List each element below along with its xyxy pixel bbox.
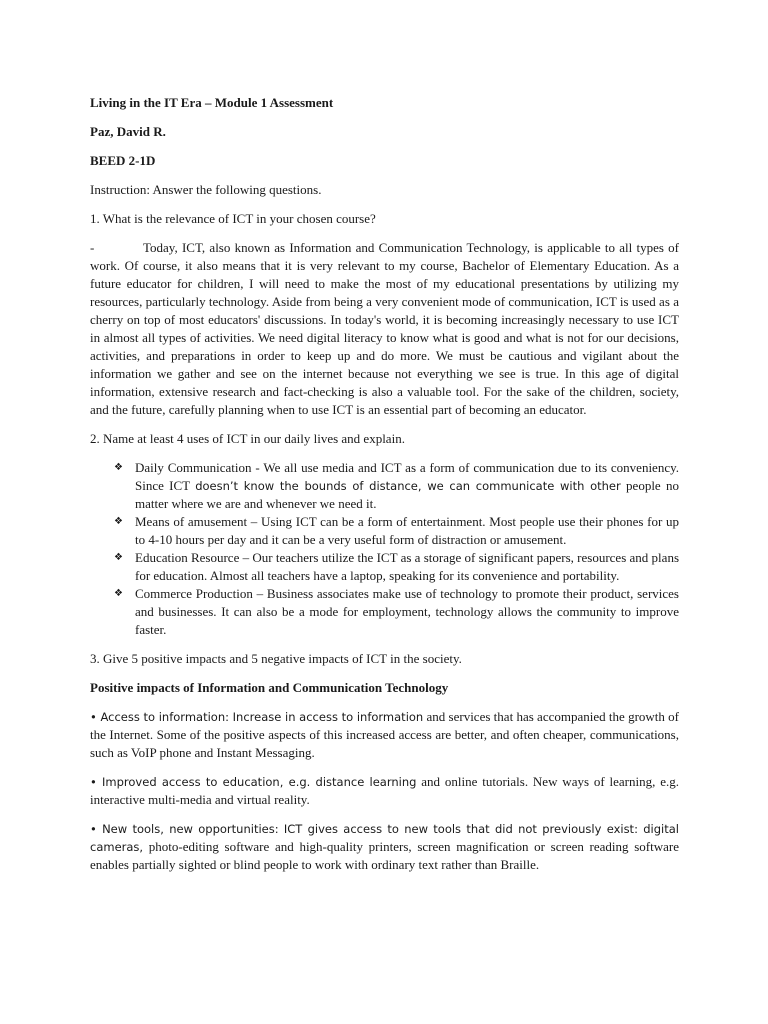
uses-list bbox=[90, 459, 679, 639]
list-item bbox=[90, 549, 679, 585]
impact-paragraph bbox=[90, 708, 679, 762]
list-item-text: Daily Communication - We all use media and ICT as a form of communication due to its conveniency. Since ICT bbox=[135, 460, 679, 493]
document-page bbox=[90, 94, 679, 885]
list-item bbox=[90, 459, 679, 513]
impact-paragraph bbox=[90, 820, 679, 874]
diamond-bullet-icon: ❖ bbox=[114, 462, 123, 473]
list-item-text: Education Resource – Our teachers utilize the ICT as a storage of significant papers, resources and plans for education. Almost all teachers have a laptop, speaking for its convenience and portability. bbox=[135, 550, 679, 583]
question-2: 2. Name at least 4 uses of ICT in our daily lives and explain. bbox=[90, 431, 405, 446]
list-item-text-sans: doesn’t know the bounds of distance, we can communicate with other bbox=[195, 479, 621, 493]
document-title: Living in the IT Era – Module 1 Assessment bbox=[90, 95, 334, 110]
student-section: BEED 2-1D bbox=[90, 153, 156, 168]
instruction-text: Instruction: Answer the following questions. bbox=[90, 182, 322, 197]
list-item-text: Means of amusement – Using ICT can be a form of entertainment. Most people use their phones for up to 4-10 hours per day and it can be a very useful form of distraction or amusement. bbox=[135, 514, 679, 547]
positive-impacts-heading: Positive impacts of Information and Communication Technology bbox=[90, 680, 449, 695]
list-item-text-tail: people no matter where we are and whenever we need it. bbox=[135, 478, 680, 511]
question-3: 3. Give 5 positive impacts and 5 negative impacts of ICT in the society. bbox=[90, 651, 462, 666]
answer-1-text: Today, ICT, also known as Information and Communication Technology, is applicable to all types of work. Of course, it also means that it is very relevant to my course, Bachelor of Elementary Education. As a future educator for children, I will need to make the most of my educational presentations by utilizing my resources, particularly technology. Aside from being a very convenient mode of communication, ICT is used as a cherry on top of most educators' discussions. In today's world, it is becoming increasingly necessary to use ICT in almost all types of activities. We need digital literacy to know what is good and what is not for our decisions, activities, and preparations in order to keep up and do more. We must be cautious and vigilant about the information we gather and see on the internet because not everything we see is true. In this age of digital information, extensive research and fact-checking is also a valuable tool. For the sake of the children, society, and the future, carefully planning when to use ICT is an essential part of becoming an educator. bbox=[90, 240, 679, 417]
answer-1 bbox=[90, 239, 679, 419]
impact-text: photo-editing software and high-quality printers, screen magnification or screen reading software enables partially sighted or blind people to work with ordinary text rather than Braille. bbox=[90, 839, 679, 872]
list-item bbox=[90, 585, 679, 639]
impact-lead: • Access to information: Increase in access to information bbox=[90, 710, 424, 724]
diamond-bullet-icon: ❖ bbox=[114, 552, 123, 563]
impact-paragraph bbox=[90, 773, 679, 809]
list-item bbox=[90, 513, 679, 549]
list-item-text: Commerce Production – Business associates make use of technology to promote their product, services and businesses. It can also be a mode for employment, technology allows the community to improve faster. bbox=[135, 586, 679, 637]
diamond-bullet-icon: ❖ bbox=[114, 516, 123, 527]
impact-lead: • Improved access to education, e.g. distance learning bbox=[90, 775, 417, 789]
impact-lead: • New tools, new opportunities: ICT gives access to new tools that did not previously exist: digital cameras, bbox=[90, 822, 679, 854]
impact-text: and online tutorials. New ways of learning, e.g. interactive multi-media and virtual reality. bbox=[90, 774, 679, 807]
question-1: 1. What is the relevance of ICT in your chosen course? bbox=[90, 211, 376, 226]
diamond-bullet-icon: ❖ bbox=[114, 588, 123, 599]
student-name: Paz, David R. bbox=[90, 124, 166, 139]
impact-text: and services that has accompanied the growth of the Internet. Some of the positive aspects of this increased access are better, and often cheaper, communications, such as VoIP phone and Instant Messaging. bbox=[90, 709, 679, 760]
answer-dash: - bbox=[90, 240, 95, 255]
